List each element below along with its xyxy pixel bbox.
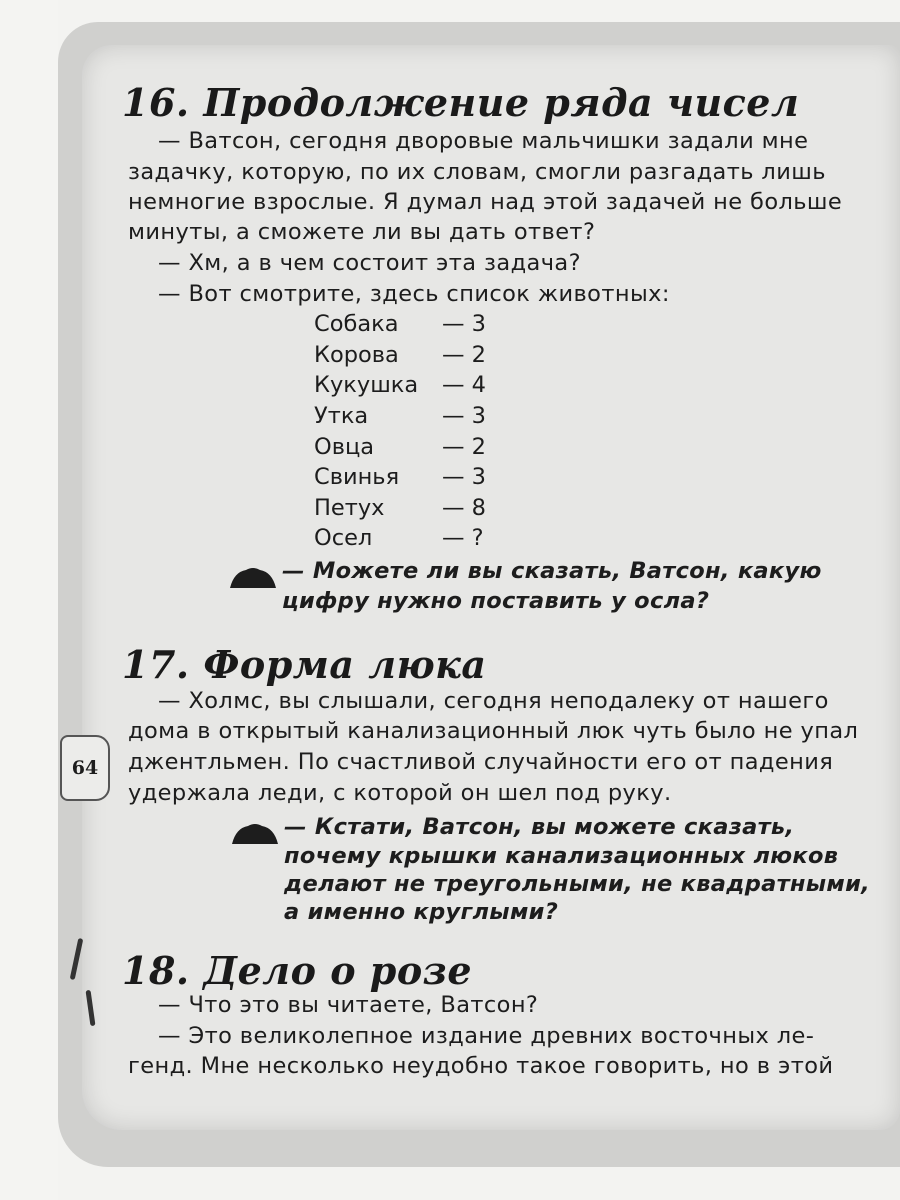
animal-name: Утка (314, 403, 369, 429)
paragraph-line: немногие взрослые. Я думал над этой задачей не больше (128, 189, 843, 215)
section-heading: 16. Продолжение ряда чисел (122, 80, 800, 125)
section-heading: 18. Дело о розе (122, 948, 473, 993)
list-item (314, 434, 486, 460)
section-heading: 17. Форма люка (122, 642, 487, 687)
paragraph-line: — Это великолепное издание древних восточных ле- (158, 1023, 815, 1049)
animal-name: Собака (314, 311, 399, 337)
paragraph-line: минуты, а сможете ли вы дать ответ? (128, 219, 596, 245)
holmes-question-line: — Можете ли вы сказать, Ватсон, какую (282, 558, 822, 584)
detective-hat-icon (228, 564, 278, 590)
list-item (314, 525, 484, 551)
paragraph-line: задачку, которую, по их словам, смогли разгадать лишь (128, 159, 826, 185)
holmes-question-line: — Кстати, Ватсон, вы можете сказать, (284, 814, 795, 840)
animal-value: — 4 (442, 372, 486, 398)
animal-value: — 2 (442, 342, 486, 368)
animal-name: Кукушка (314, 372, 419, 398)
animal-value: — 3 (442, 464, 486, 490)
animal-value: — 8 (442, 495, 486, 521)
animal-value: — 3 (442, 403, 486, 429)
list-item (314, 311, 486, 337)
detective-hat-icon (230, 820, 280, 846)
holmes-question-line: цифру нужно поставить у осла? (282, 588, 710, 614)
paragraph-line: — Ватсон, сегодня дворовые мальчишки задали мне (158, 128, 809, 154)
paragraph-line: дома в открытый канализационный люк чуть было не упал (128, 718, 859, 744)
animal-name: Корова (314, 342, 399, 368)
paragraph-line: — Холмс, вы слышали, сегодня неподалеку от нашего (158, 688, 829, 714)
paragraph-line: — Хм, а в чем состоит эта задача? (158, 250, 581, 276)
animal-name: Осел (314, 525, 373, 551)
holmes-question-line: а именно круглыми? (284, 899, 559, 925)
paragraph-line: генд. Мне несколько неудобно такое говорить, но в этой (128, 1053, 834, 1079)
animal-value: — 3 (442, 311, 486, 337)
paragraph-line: джентльмен. По счастливой случайности его от падения (128, 749, 834, 775)
page-number-label: 64 (71, 757, 99, 779)
list-item (314, 495, 486, 521)
paragraph-line: — Что это вы читаете, Ватсон? (158, 992, 539, 1018)
holmes-question-line: почему крышки канализационных люков (284, 843, 839, 869)
list-item (314, 342, 486, 368)
holmes-question-line: делают не треугольными, не квадратными, (284, 871, 871, 897)
animal-value: — ? (442, 525, 484, 551)
animal-name: Овца (314, 434, 375, 460)
list-item (314, 403, 486, 429)
list-item (314, 372, 486, 398)
animal-name: Петух (314, 495, 385, 521)
list-item (314, 464, 486, 490)
animal-name: Свинья (314, 464, 400, 490)
paragraph-line: — Вот смотрите, здесь список животных: (158, 281, 670, 307)
animal-value: — 2 (442, 434, 486, 460)
paragraph-line: удержала леди, с которой он шел под руку. (128, 780, 672, 806)
